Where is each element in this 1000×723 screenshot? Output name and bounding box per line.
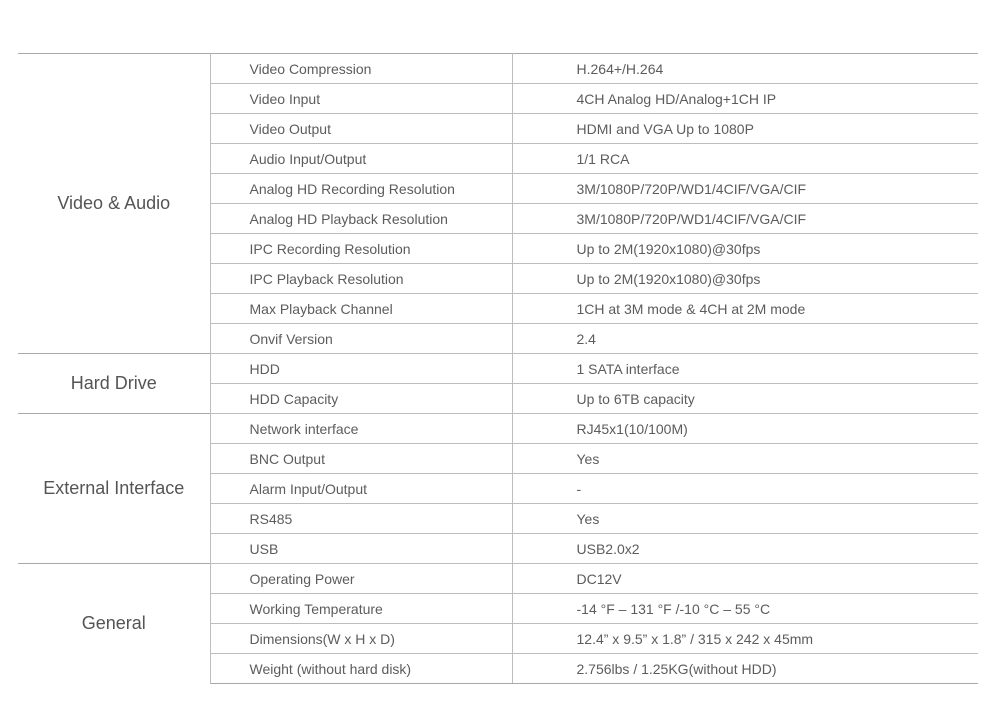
spec-value: 2.756lbs / 1.25KG(without HDD)	[512, 654, 978, 684]
spec-value: -	[512, 474, 978, 504]
spec-label: Video Compression	[210, 54, 512, 84]
spec-label: USB	[210, 534, 512, 564]
spec-label: Max Playback Channel	[210, 294, 512, 324]
spec-row	[18, 354, 978, 384]
spec-value: 1/1 RCA	[512, 144, 978, 174]
spec-value: -14 °F – 131 °F /-10 °C – 55 °C	[512, 594, 978, 624]
spec-value: Up to 2M(1920x1080)@30fps	[512, 264, 978, 294]
spec-value: H.264+/H.264	[512, 54, 978, 84]
spec-value: 4CH Analog HD/Analog+1CH IP	[512, 84, 978, 114]
spec-value: USB2.0x2	[512, 534, 978, 564]
spec-label: Audio Input/Output	[210, 144, 512, 174]
spec-value: 2.4	[512, 324, 978, 354]
spec-value: Up to 2M(1920x1080)@30fps	[512, 234, 978, 264]
category-label: Video & Audio	[18, 54, 210, 354]
spec-table	[18, 53, 978, 684]
category-label: External Interface	[18, 414, 210, 564]
category-label: Hard Drive	[18, 354, 210, 414]
spec-label: BNC Output	[210, 444, 512, 474]
spec-label: Dimensions(W x H x D)	[210, 624, 512, 654]
category-label: General	[18, 564, 210, 684]
spec-label: Analog HD Recording Resolution	[210, 174, 512, 204]
spec-label: Network interface	[210, 414, 512, 444]
spec-value: 1 SATA interface	[512, 354, 978, 384]
spec-value: DC12V	[512, 564, 978, 594]
spec-label: Analog HD Playback Resolution	[210, 204, 512, 234]
spec-row	[18, 564, 978, 594]
spec-value: Yes	[512, 504, 978, 534]
spec-label: Video Output	[210, 114, 512, 144]
spec-label: IPC Recording Resolution	[210, 234, 512, 264]
spec-label: RS485	[210, 504, 512, 534]
spec-value: 3M/1080P/720P/WD1/4CIF/VGA/CIF	[512, 204, 978, 234]
spec-label: Alarm Input/Output	[210, 474, 512, 504]
spec-label: Operating Power	[210, 564, 512, 594]
spec-label: IPC Playback Resolution	[210, 264, 512, 294]
spec-value: 1CH at 3M mode & 4CH at 2M mode	[512, 294, 978, 324]
spec-row	[18, 414, 978, 444]
spec-label: Video Input	[210, 84, 512, 114]
spec-label: HDD Capacity	[210, 384, 512, 414]
spec-value: HDMI and VGA Up to 1080P	[512, 114, 978, 144]
spec-value: Up to 6TB capacity	[512, 384, 978, 414]
spec-value: Yes	[512, 444, 978, 474]
spec-value: 3M/1080P/720P/WD1/4CIF/VGA/CIF	[512, 174, 978, 204]
spec-row	[18, 54, 978, 84]
spec-value: 12.4” x 9.5” x 1.8” / 315 x 242 x 45mm	[512, 624, 978, 654]
spec-label: Working Temperature	[210, 594, 512, 624]
spec-table-body	[18, 54, 978, 684]
spec-label: Onvif Version	[210, 324, 512, 354]
spec-label: Weight (without hard disk)	[210, 654, 512, 684]
spec-label: HDD	[210, 354, 512, 384]
spec-value: RJ45x1(10/100M)	[512, 414, 978, 444]
